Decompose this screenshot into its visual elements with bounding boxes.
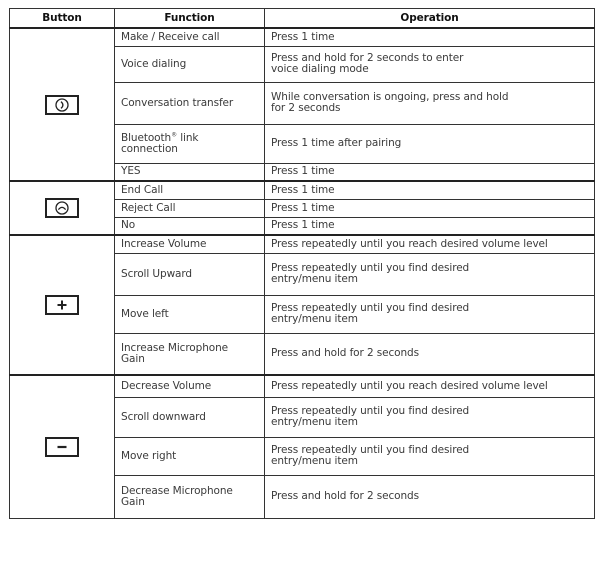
end-key [45, 198, 79, 218]
table-row [10, 235, 595, 253]
operation-cell: Press repeatedly until you find desired entry/menu item [265, 253, 595, 295]
talk-button-group [10, 28, 595, 181]
operation-cell: Press repeatedly until you find desired entry/menu item [265, 397, 595, 437]
operation-cell: Press 1 time after pairing [265, 124, 595, 163]
button-cell [10, 235, 115, 375]
button-cell [10, 375, 115, 518]
operation-cell: While conversation is ongoing, press and hold for 2 seconds [265, 82, 595, 124]
function-cell: Scroll downward [115, 397, 265, 437]
minus-key [45, 437, 79, 457]
table-row [10, 28, 595, 46]
function-cell: No [115, 217, 265, 235]
function-cell: Decrease Microphone Gain [115, 475, 265, 518]
operation-cell: Press repeatedly until you find desired entry/menu item [265, 437, 595, 475]
function-cell: Increase Volume [115, 235, 265, 253]
function-cell: Move right [115, 437, 265, 475]
operation-cell: Press 1 time [265, 181, 595, 199]
operation-cell: Press repeatedly until you find desired entry/menu item [265, 295, 595, 333]
function-cell: Bluetooth® link connection [115, 124, 265, 163]
plus-key [45, 295, 79, 315]
header-button: Button [10, 9, 115, 29]
plus-icon [56, 299, 68, 311]
header-row [10, 9, 595, 29]
minus-button-group [10, 375, 595, 518]
function-cell: YES [115, 163, 265, 181]
operation-cell: Press repeatedly until you reach desired volume level [265, 235, 595, 253]
operation-cell: Press 1 time [265, 217, 595, 235]
button-function-table [9, 8, 595, 519]
operation-cell: Press and hold for 2 seconds to enter voice dialing mode [265, 46, 595, 82]
function-cell: Reject Call [115, 199, 265, 217]
operation-cell: Press and hold for 2 seconds [265, 333, 595, 375]
operation-cell: Press and hold for 2 seconds [265, 475, 595, 518]
function-cell: Move left [115, 295, 265, 333]
end-call-icon [55, 201, 69, 215]
plus-button-group [10, 235, 595, 375]
function-cell: Make / Receive call [115, 28, 265, 46]
function-cell: End Call [115, 181, 265, 199]
operation-cell: Press 1 time [265, 163, 595, 181]
function-cell: Scroll Upward [115, 253, 265, 295]
operation-cell: Press 1 time [265, 28, 595, 46]
talk-icon [55, 98, 69, 112]
button-cell [10, 28, 115, 181]
function-cell: Decrease Volume [115, 375, 265, 397]
table-row [10, 181, 595, 199]
end-button-group [10, 181, 595, 235]
talk-key [45, 95, 79, 115]
operation-cell: Press repeatedly until you reach desired volume level [265, 375, 595, 397]
header-function: Function [115, 9, 265, 29]
function-cell: Increase Microphone Gain [115, 333, 265, 375]
minus-icon [56, 441, 68, 453]
table-row [10, 375, 595, 397]
button-cell [10, 181, 115, 235]
function-cell: Voice dialing [115, 46, 265, 82]
function-cell: Conversation transfer [115, 82, 265, 124]
registered-mark: ® [171, 131, 177, 138]
header-operation: Operation [265, 9, 595, 29]
operation-cell: Press 1 time [265, 199, 595, 217]
